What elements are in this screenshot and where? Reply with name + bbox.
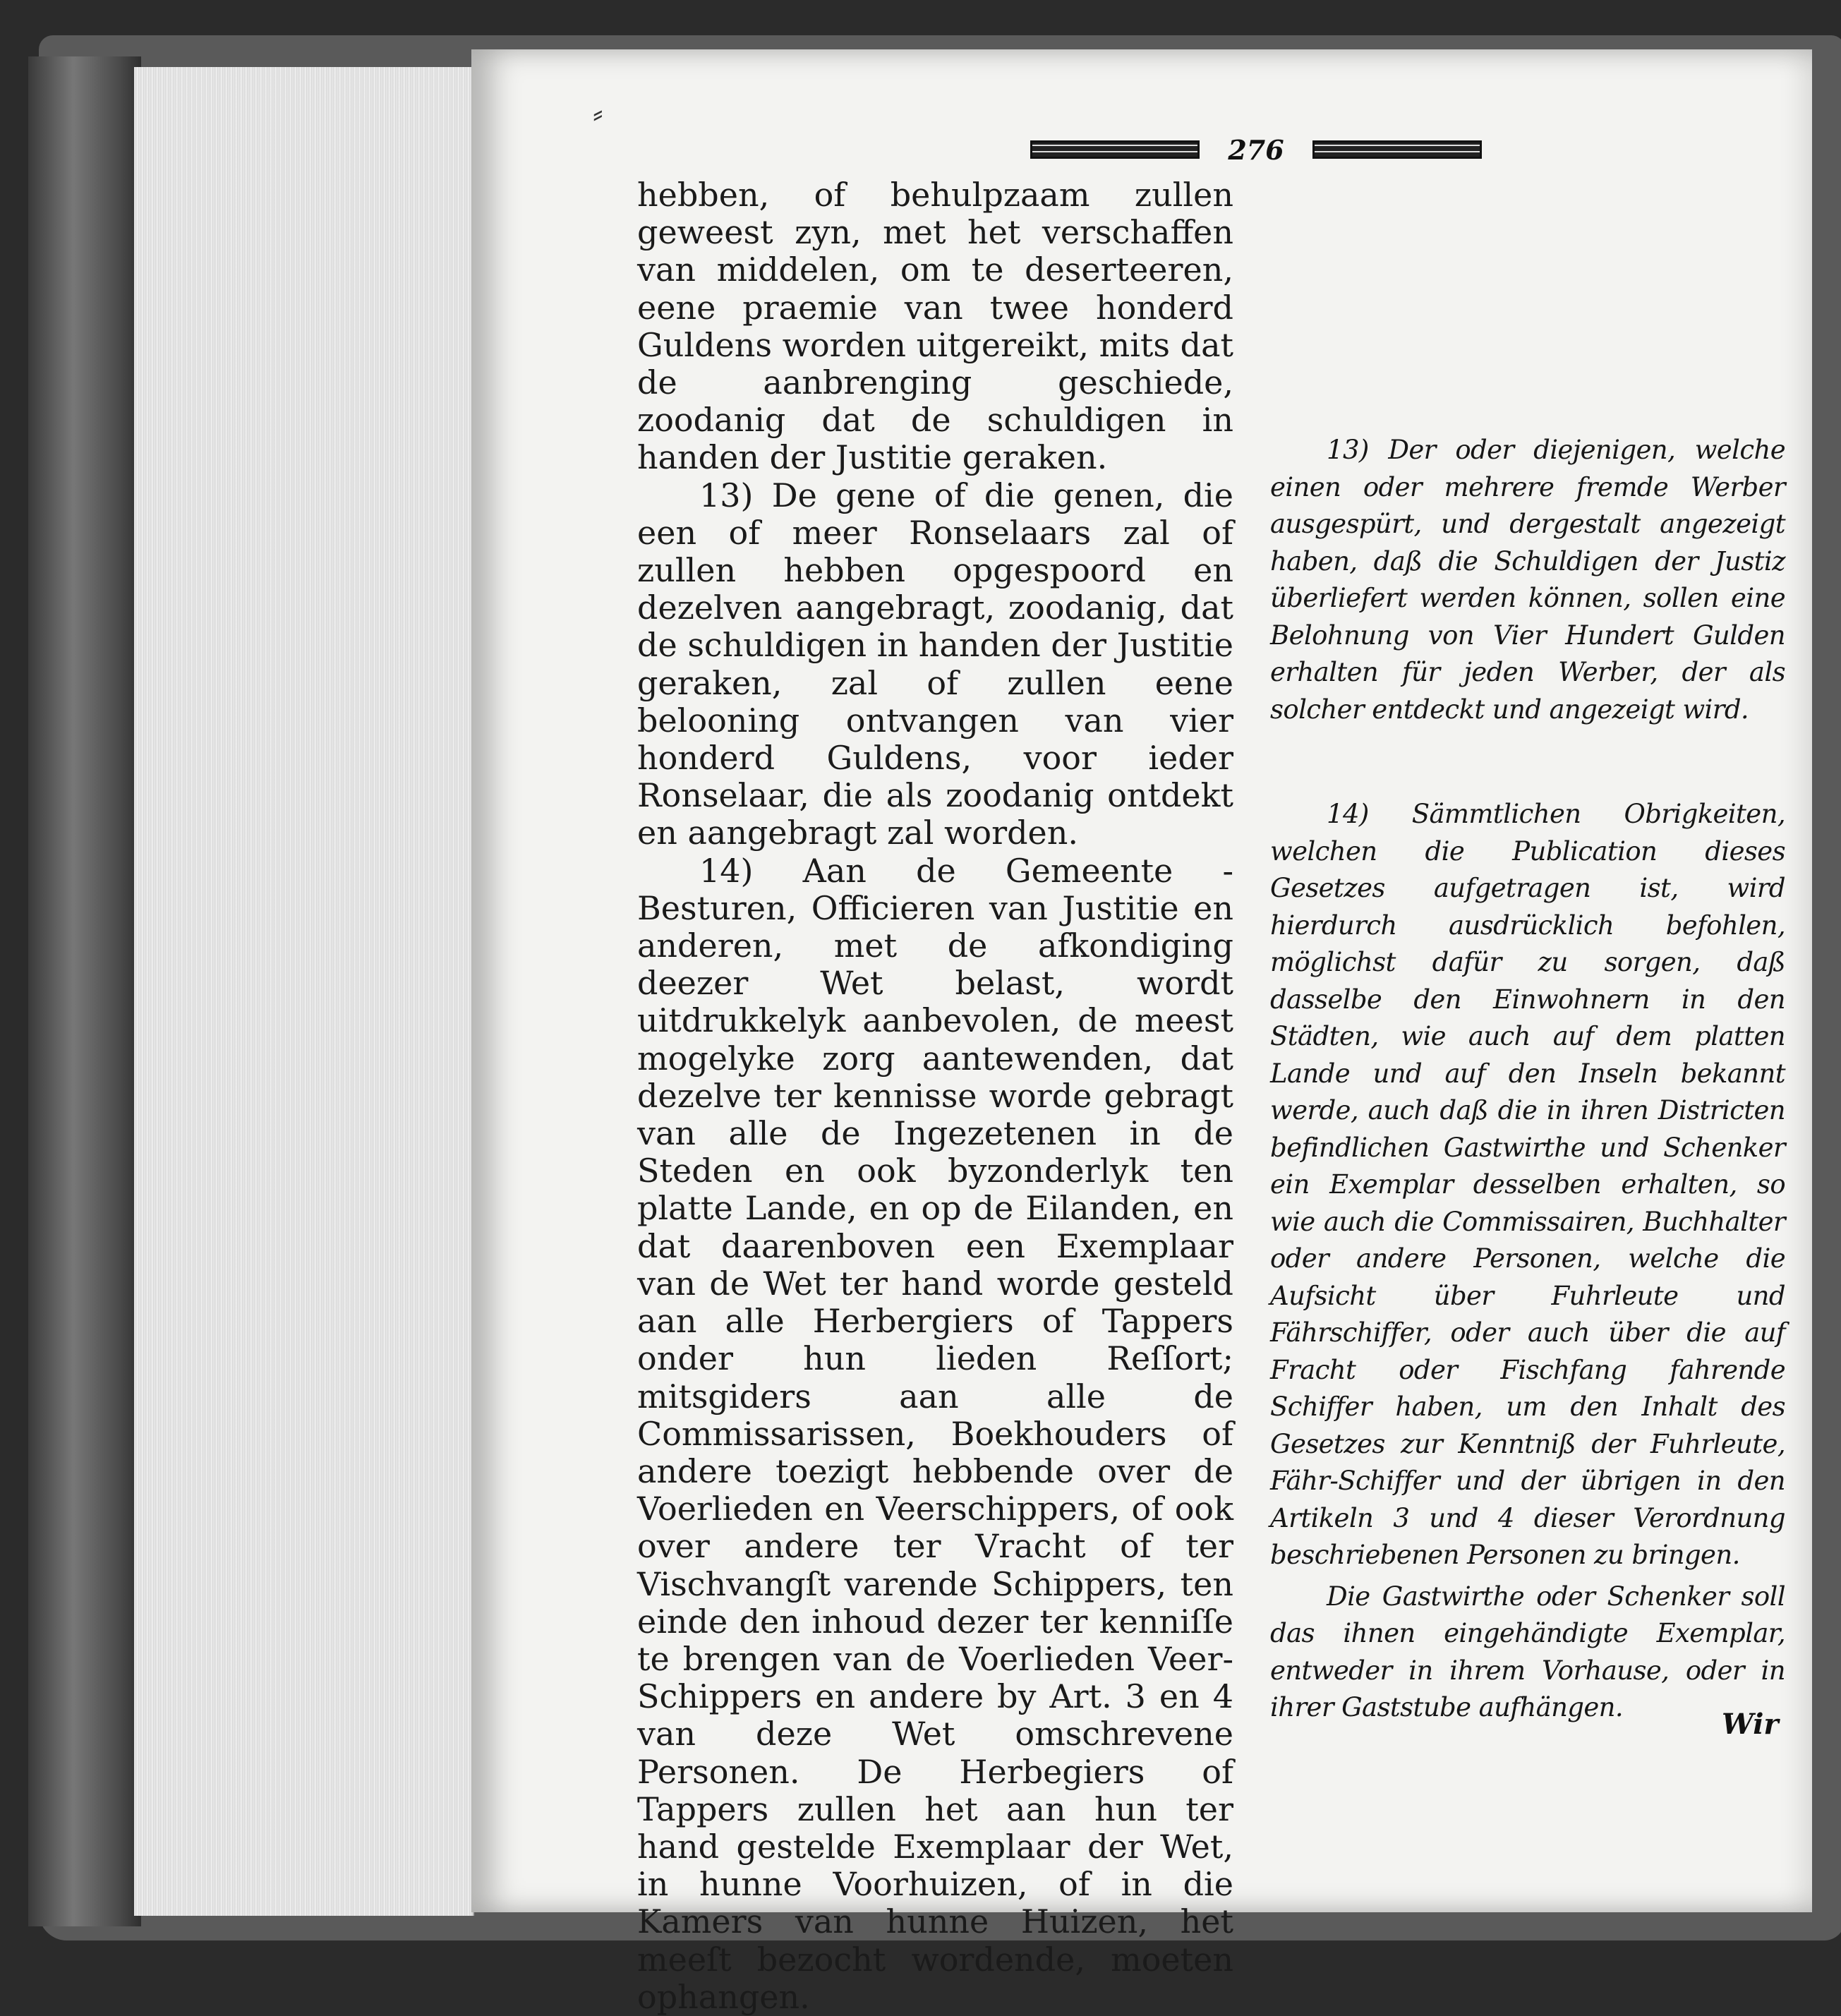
running-head — [1030, 128, 1482, 171]
page-edges — [134, 67, 474, 1916]
dutch-paragraph-14: 14) Aan de Gemeente - Besturen, Officieren van Justitie en anderen, met de afkondiging deezer Wet belast, wordt uitdrukkelyk aanbevolen, de meest mogelyke zorg aantewenden, dat dezelve ter kennisse worde gebragt van alle de Ingezetenen in de Steden en ook byzonderlyk ten platte Lande, en op de Eilanden, en dat daarenboven een Exemplaar van de Wet ter hand worde gesteld aan alle Herbergiers of Tappers onder hun lieden Reſſort; mitsgiders aan alle de Commissarissen, Boekhouders of andere toezigt hebbende over de Voerlieden en Veerschippers, of ook over andere ter Vracht of ter Vischvangſt varende Schippers, ten einde den inhoud dezer ter kenniſſe te brengen van de Voerlieden Veer-Schippers en andere by Art. 3 en 4 van deze Wet omschrevene Personen. De Herbegiers of Tappers zullen het aan hun ter hand gestelde Exemplaar der Wet, in hunne Voorhuizen, of in die Kamers van hunne Huizen, het meeſt bezocht wordende, moeten ophangen. — [637, 851, 1233, 2016]
dutch-paragraph-continuation: hebben, of behulpzaam zullen geweest zyn, met het verschaffen van middelen, om te deserteeren, eene praemie van twee honderd Guldens worden uitgereikt, mits dat de aanbrenging geschiede, zoodanig dat de schuldigen in handen der Justitie geraken. — [637, 176, 1234, 477]
catchword: Wir — [1722, 1708, 1779, 1741]
ornamental-rule-right — [1312, 140, 1482, 159]
ornamental-rule-left — [1030, 140, 1200, 159]
dutch-column — [637, 176, 1233, 2016]
german-column — [1270, 432, 1785, 1727]
german-paragraph-13: 13) Der oder diejenigen, welche einen oder mehrere fremde Werber ausgespürt, und dergestalt angezeigt haben, daß die Schuldigen der Justiz überliefert werden können, sollen eine Belohnung von Vier Hundert Gulden erhalten für jeden Werber, der als solcher entdeckt und angezeigt wird. — [1270, 435, 1785, 725]
book-spine — [28, 56, 141, 1926]
german-paragraph-14: 14) Sämmtlichen Obrigkeiten, welchen die Publication dieses Gesetzes aufgetragen ist, wird hierdurch ausdrücklich befohlen, möglichst dafür zu sorgen, daß dasselbe den Einwohnern in den Städten, wie auch auf dem platten Lande und auf den Inseln bekannt werde, auch daß die in ihren Districten befindlichen Gastwirthe und Schenker ein Exemplar desselben erhalten, so wie auch die Commissairen, Buchhalter oder andere Personen, welche die Aufsicht über Fuhrleute und Fährschiffer, oder auch über die auf Fracht oder Fischfang fahrende Schiffer haben, um den Inhalt des Gesetzes zur Kenntniß der Fuhrleute, Fähr-Schiffer und der übrigen in den Artikeln 3 und 4 dieser Verordnung beschriebenen Personen zu bringen. — [1270, 799, 1785, 1570]
margin-mark: ⸗ — [593, 95, 603, 131]
german-paragraph-innkeepers: Die Gastwirthe oder Schenker soll das ihnen eingehändigte Exemplar, entweder in ihrem Vorhause, oder in ihrer Gaststube aufhängen. — [1270, 1581, 1785, 1722]
page-number: 276 — [1228, 133, 1284, 166]
dutch-paragraph-13: 13) De gene of die genen, die een of meer Ronselaars zal of zullen hebben opgespoord en dezelven aangebragt, zoodanig, dat de schuldigen in handen der Justitie geraken, zal of zullen eene belooning ontvangen van vier honderd Guldens, voor ieder Ronselaar, die als zoodanig ontdekt en aangebragt zal worden. — [637, 476, 1233, 852]
